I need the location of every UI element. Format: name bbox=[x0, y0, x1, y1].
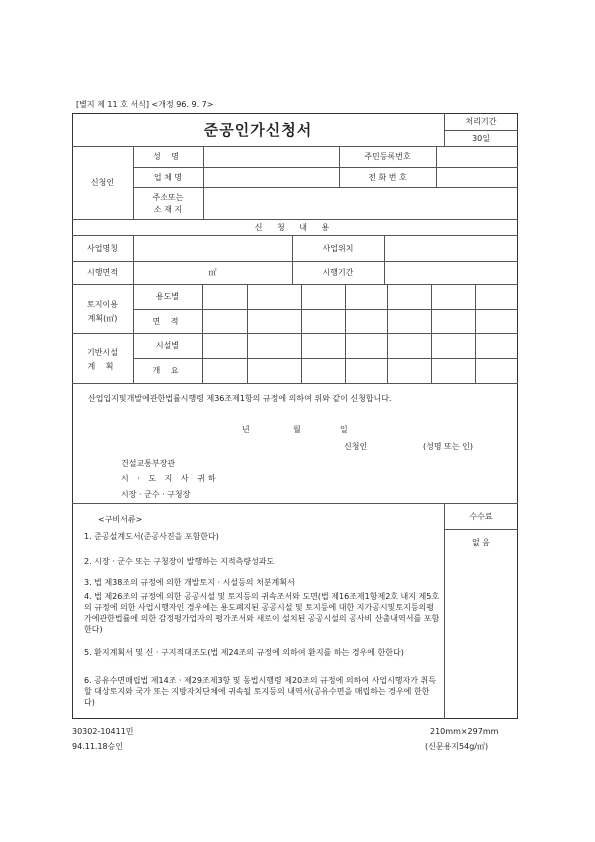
phone-field[interactable] bbox=[436, 167, 518, 187]
land-use-plan-label: 토지이용 계획(㎡) bbox=[87, 300, 118, 323]
recipient-mayor: 시장 · 군수 · 구청장 bbox=[121, 490, 191, 499]
recipient-minister: 건설교통부장관 bbox=[121, 459, 176, 468]
project-location-label: 사업위치 bbox=[322, 243, 354, 253]
form-code: 30302-10411민 bbox=[72, 727, 134, 736]
period-label: 시행기간 bbox=[322, 268, 354, 277]
project-location-field[interactable] bbox=[384, 235, 518, 261]
phone-label: 전 화 번 호 bbox=[368, 172, 407, 182]
document-item-4: 4. 법 제26조의 규정에 의한 공공시설 및 토지등의 귀속조서와 도면(법 제16조제1항제2호 내지 제5호의 규정에 의한 사업시행자인 경우에는 용도폐지된 공공시설 및 토지등에 대한 지가공시및토지등의평가에관한법률에 의한 감정평가업자의 평가조서와 새로이 설치된 공공시설의 공사비 산출내역서를 포함한다) bbox=[84, 592, 440, 634]
name-label: 성 명 bbox=[153, 152, 183, 161]
day-label: 일 bbox=[340, 425, 348, 434]
application-statement: 산업입지및개발에관한법률시행령 제36조제1항의 규정에 의하여 위와 같이 신청합니다. bbox=[88, 394, 392, 403]
form-number: [별지 제 11 호 서식] <개정 96. 9. 7> bbox=[76, 100, 214, 109]
month-label: 월 bbox=[293, 425, 301, 434]
land-area-label: 면 적 bbox=[152, 316, 183, 326]
applicant-section-label: 신청인 bbox=[90, 178, 115, 187]
area-unit: ㎡ bbox=[208, 268, 217, 277]
company-label: 업 체 명 bbox=[153, 172, 183, 182]
documents-heading: <구비서류> bbox=[98, 515, 143, 524]
approval-date: 94.11.18승인 bbox=[72, 742, 124, 751]
resident-number-label: 주민등록번호 bbox=[364, 152, 411, 161]
area-label: 시행면적 bbox=[87, 268, 118, 277]
document-item-3: 3. 법 제38조의 규정에 의한 개발토지 · 시설등의 처분계획서 bbox=[84, 578, 295, 587]
form-title: 준공인가신청서 bbox=[203, 121, 313, 139]
land-use-label: 용도별 bbox=[155, 292, 180, 301]
recipient-governor: 시 · 도 지 사 귀하 bbox=[121, 474, 219, 483]
address-label: 주소또는 소 재 지 bbox=[152, 193, 184, 214]
signature-label: (성명 또는 인) bbox=[423, 442, 473, 451]
document-item-6: 6. 공유수면매립법 제14조 · 제29조제3항 및 동법시행령 제20조의 규정에 의하여 사업시행자가 취득할 대상토지와 국가 또는 지방자치단체에 귀속될 토지등의 내역서(공유수면을 매립하는 경우에 한한다) bbox=[84, 676, 436, 707]
fee-value: 없 음 bbox=[472, 538, 490, 547]
fee-label: 수수료 bbox=[469, 511, 493, 521]
processing-period-label: 처리기간 bbox=[465, 117, 497, 126]
content-heading: 신 청 내 용 bbox=[254, 222, 336, 232]
document-item-1: 1. 준공설계도서(준공사진을 포함한다) bbox=[84, 532, 219, 541]
paper-type: (신문용지54g/㎡) bbox=[425, 742, 489, 751]
company-field[interactable] bbox=[203, 167, 339, 187]
infrastructure-plan-label: 기반시설 계 획 bbox=[87, 348, 118, 371]
address-field[interactable] bbox=[203, 187, 518, 219]
paper-size: 210mm×297mm bbox=[430, 727, 499, 736]
name-field[interactable] bbox=[203, 146, 339, 167]
document-item-5: 5. 환지계획서 및 신 · 구지적대조도(법 제24조의 규정에 의하여 환지를 하는 경우에 한한다) bbox=[84, 648, 404, 657]
year-label: 년 bbox=[242, 425, 250, 434]
document-item-2: 2. 시장 · 군수 또는 구청장이 발행하는 지적측량성과도 bbox=[84, 557, 275, 566]
project-name-label: 사업명칭 bbox=[87, 243, 118, 253]
summary-label: 개 요 bbox=[152, 366, 183, 375]
processing-period-value: 30일 bbox=[472, 133, 490, 143]
project-name-field[interactable] bbox=[133, 235, 292, 261]
period-field[interactable] bbox=[384, 261, 518, 284]
resident-number-field[interactable] bbox=[436, 146, 518, 167]
facility-label: 시설별 bbox=[155, 341, 180, 350]
applicant-sign-label: 신청인 bbox=[344, 442, 368, 451]
